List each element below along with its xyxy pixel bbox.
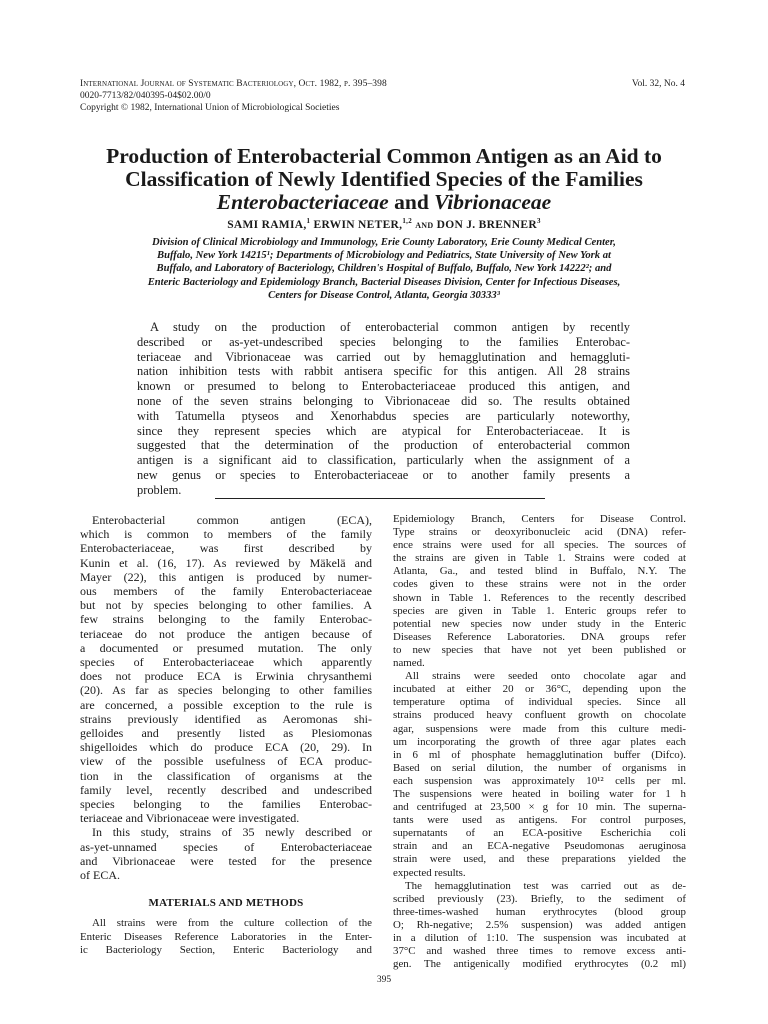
author-conjunction: and bbox=[415, 218, 434, 231]
body-line: tion in the classification of organisms at the bbox=[80, 768, 372, 783]
body-line: each suspension was approximately 10¹² cells per ml. bbox=[393, 774, 686, 787]
body-line: Diseases Reference Laboratories. DNA groups refer bbox=[393, 630, 686, 643]
body-line: Atlanta, Ga., and tested blind in Buffalo, N.Y. The bbox=[393, 565, 686, 578]
body-line: does not produce ECA is Erwinia chrysanthemi bbox=[80, 669, 372, 684]
body-line: of ECA. bbox=[80, 868, 120, 883]
body-line: gen. The antigenically modified erythrocytes (0.2 ml) bbox=[393, 958, 686, 971]
abstract-line: known or presumed to belong to Enterobacteriaceae produced this antigen, and bbox=[137, 379, 630, 394]
right-column bbox=[393, 513, 686, 971]
body-line: ic Bacteriology Section, Enteric Bacteriology and bbox=[80, 943, 372, 956]
affiliation-mark: 1 bbox=[306, 217, 311, 225]
body-line: ous members of the family Enterobacteriaceae bbox=[80, 584, 372, 599]
body-line: Mayer (22), this antigen is produced by numer- bbox=[80, 569, 372, 584]
body-line: view of the possible usefulness of ECA produc- bbox=[80, 754, 372, 769]
body-line: tants were used as antigens. For control purposes, bbox=[393, 814, 686, 827]
body-line: as-yet-unnamed species of Enterobacteriaceae bbox=[80, 839, 372, 854]
body-line: species belonging to the families Enterobac- bbox=[80, 797, 372, 812]
abstract-line: none of the seven strains belonging to Vibrionaceae did so. The results obtained bbox=[137, 393, 630, 408]
body-line: three-times-washed human erythrocytes (blood group bbox=[393, 905, 686, 918]
body-line: temperature optima of individual species. Since all bbox=[393, 696, 686, 709]
title-line bbox=[60, 191, 708, 214]
section-heading: MATERIALS AND METHODS bbox=[148, 897, 304, 910]
body-line: Enterobacterial common antigen (ECA), bbox=[92, 513, 372, 527]
author-name: DON J. BRENNER bbox=[436, 218, 537, 231]
body-line: few strains belonging to the family Enterobac- bbox=[80, 612, 372, 627]
body-line: supernatants of an ECA-positive Escherichia coli bbox=[393, 827, 686, 840]
body-line: shown in Table 1. References to the recently described bbox=[393, 591, 686, 604]
body-line: agar, suspensions were made from this culture medi- bbox=[393, 722, 686, 735]
family-name: Vibrionaceae bbox=[434, 190, 552, 214]
abstract-line: with Tatumella ptyseos and Xenorhabdus species are particularly noteworthy, bbox=[137, 408, 630, 423]
title-line: Production of Enterobacterial Common Antigen as an Aid to bbox=[106, 144, 662, 168]
body-line: family level, recently described and undescribed bbox=[80, 782, 372, 797]
body-line: potential new species now under study in the Enteric bbox=[393, 617, 686, 630]
body-line: which is common to members of the family bbox=[80, 527, 372, 542]
abstract-line: nation inhibition tests with rabbit antisera specific for this antigen. All 28 strains bbox=[137, 364, 630, 379]
body-line: teriaceae and Vibrionaceae were investigated. bbox=[80, 811, 300, 826]
body-line: named. bbox=[393, 657, 425, 670]
body-line: Enterobacteriaceae, was first described by bbox=[80, 541, 372, 556]
body-line: ence strains were used for all species. The sources of bbox=[393, 539, 686, 552]
body-line: All strains were seeded onto chocolate agar and bbox=[405, 670, 686, 683]
abstract-line: A study on the production of enterobacterial common antigen by recently bbox=[150, 320, 630, 334]
body-line: Type strains or deoxyribonucleic acid (DNA) refer- bbox=[393, 526, 686, 539]
abstract-line: problem. bbox=[137, 482, 182, 497]
article-title bbox=[60, 145, 708, 214]
abstract-line: teriaceae and Vibrionaceae was carried out by hemagglutination and hemaggluti- bbox=[137, 349, 630, 364]
body-line: expected results. bbox=[393, 866, 466, 879]
body-line: strains produced heavy confluent growth on chocolate bbox=[393, 709, 686, 722]
body-line: shigelloides which do produce ECA (20, 29). In bbox=[80, 740, 372, 755]
author-name: SAMI RAMIA, bbox=[227, 218, 307, 231]
body-line: and centrifuged at 23,500 × g for 10 min. The superna- bbox=[393, 801, 686, 814]
running-header bbox=[80, 78, 685, 114]
affiliation-line: Division of Clinical Microbiology and Immunology, Erie County Laboratory, Erie County Medical Center, bbox=[152, 237, 616, 248]
page-number: 395 bbox=[376, 975, 392, 985]
body-line: scribed previously (23). Briefly, to the sediment of bbox=[393, 892, 686, 905]
body-line: in a dilution of 1:10. The suspension was incubated at bbox=[393, 932, 686, 944]
journal-citation: International Journal of Systematic Bacteriology, Oct. 1982, p. 395–398 bbox=[80, 79, 387, 89]
affiliation-mark: 1,2 bbox=[402, 217, 412, 225]
body-line: Based on serial dilution, the number of organisms in bbox=[393, 761, 686, 774]
affiliations bbox=[80, 236, 688, 302]
abstract-line: since they represent species which are atypical for Enterobacteriaceae. It is bbox=[137, 423, 630, 438]
abstract-line: described or as-yet-undescribed species belonging to the families Enterobac- bbox=[137, 334, 630, 349]
copyright-line: Copyright © 1982, International Union of Microbiological Societies bbox=[80, 103, 340, 113]
body-line: and Vibrionaceae were tested for the presence bbox=[80, 853, 372, 868]
abstract bbox=[137, 320, 630, 498]
body-line: codes given to these strains were not in the order bbox=[393, 578, 686, 591]
body-line: in 6 ml of phosphate hemagglutination buffer (Difco). bbox=[393, 748, 686, 761]
body-line: are concerned, a possible exception to the rule is bbox=[80, 697, 372, 712]
abstract-line: suggested that the determination of the production of enterobacterial common bbox=[137, 438, 630, 453]
title-line: Classification of Newly Identified Species of the Families bbox=[125, 167, 643, 191]
volume-issue: Vol. 32, No. 4 bbox=[631, 79, 685, 89]
body-line: um incorporating the growth of three agar plates each bbox=[393, 735, 686, 748]
body-line: to new species that have not yet been published or bbox=[393, 643, 686, 656]
body-line: a documented or presumed mutation. The only bbox=[80, 640, 372, 655]
title-conjunction: and bbox=[394, 190, 429, 214]
body-line: Epidemiology Branch, Centers for Disease Control. bbox=[393, 513, 686, 525]
affiliation-line: Buffalo, New York 14215¹; Departments of Microbiology and Pediatrics, State University of New York at bbox=[157, 250, 611, 262]
body-line: (20). As far as species belonging to other families bbox=[80, 683, 372, 698]
body-line: The hemagglutination test was carried out as de- bbox=[405, 879, 686, 892]
body-line: gelloides and presently listed as Plesiomonas bbox=[80, 726, 372, 741]
body-line: strain and an ECA-negative Pseudomonas aeruginosa bbox=[393, 840, 686, 853]
body-line: In this study, strains of 35 newly described or bbox=[92, 825, 372, 840]
article-code: 0020-7713/82/040395-04$02.00/0 bbox=[80, 91, 211, 101]
family-name: Enterobacteriaceae bbox=[216, 190, 389, 214]
affiliation-line: Enteric Bacteriology and Epidemiology Branch, Bacterial Diseases Division, Center for Infectious Diseases, bbox=[147, 276, 621, 288]
body-line: species are given in Table 1. Enteric groups refer to bbox=[393, 604, 686, 617]
body-line: Enteric Diseases Reference Laboratories in the Enter- bbox=[80, 930, 372, 943]
body-line: The suspensions were heated in boiling water for 1 h bbox=[393, 787, 686, 800]
abstract-line: new genus or species to Enterobacteriaceae or to another family presents a bbox=[137, 467, 630, 482]
body-line: the strains are given in Table 1. Strains were coded at bbox=[393, 552, 686, 565]
body-line: strain were used, and these preparations yielded the bbox=[393, 853, 686, 866]
body-line: All strains were from the culture collection of the bbox=[92, 917, 372, 930]
abstract-divider bbox=[215, 498, 545, 499]
abstract-line: antigen is a significant aid to classification, particularly when the assignment of a bbox=[137, 453, 630, 468]
left-column bbox=[80, 513, 372, 957]
body-line: species of Enterobacteriaceae which apparently bbox=[80, 655, 372, 670]
author-list bbox=[60, 217, 708, 231]
body-line: incubated at either 20 or 36°C, depending upon the bbox=[393, 683, 686, 696]
affiliation-line: Centers for Disease Control, Atlanta, Georgia 30333³ bbox=[268, 289, 500, 301]
methods-paragraph bbox=[80, 917, 372, 956]
body-line: teriaceae do not produce the antigen because of bbox=[80, 626, 372, 641]
body-line: 37°C and washed three times to remove excess anti- bbox=[393, 945, 686, 958]
affiliation-mark: 3 bbox=[536, 217, 541, 225]
body-line: but not by species belonging to other families. A bbox=[80, 598, 372, 613]
body-line: strains previously identified as Aeromonas shi- bbox=[80, 711, 372, 726]
affiliation-line: Buffalo, and Laboratory of Bacteriology, Children's Hospital of Buffalo, Buffalo, New York 14222²; and bbox=[156, 263, 612, 275]
body-line: Kunin et al. (16, 17). As reviewed by Mäkelä and bbox=[80, 555, 372, 570]
author-name: ERWIN NETER, bbox=[313, 218, 403, 231]
body-line: O; Rh-negative; 2.5% suspension) was added antigen bbox=[393, 918, 686, 931]
